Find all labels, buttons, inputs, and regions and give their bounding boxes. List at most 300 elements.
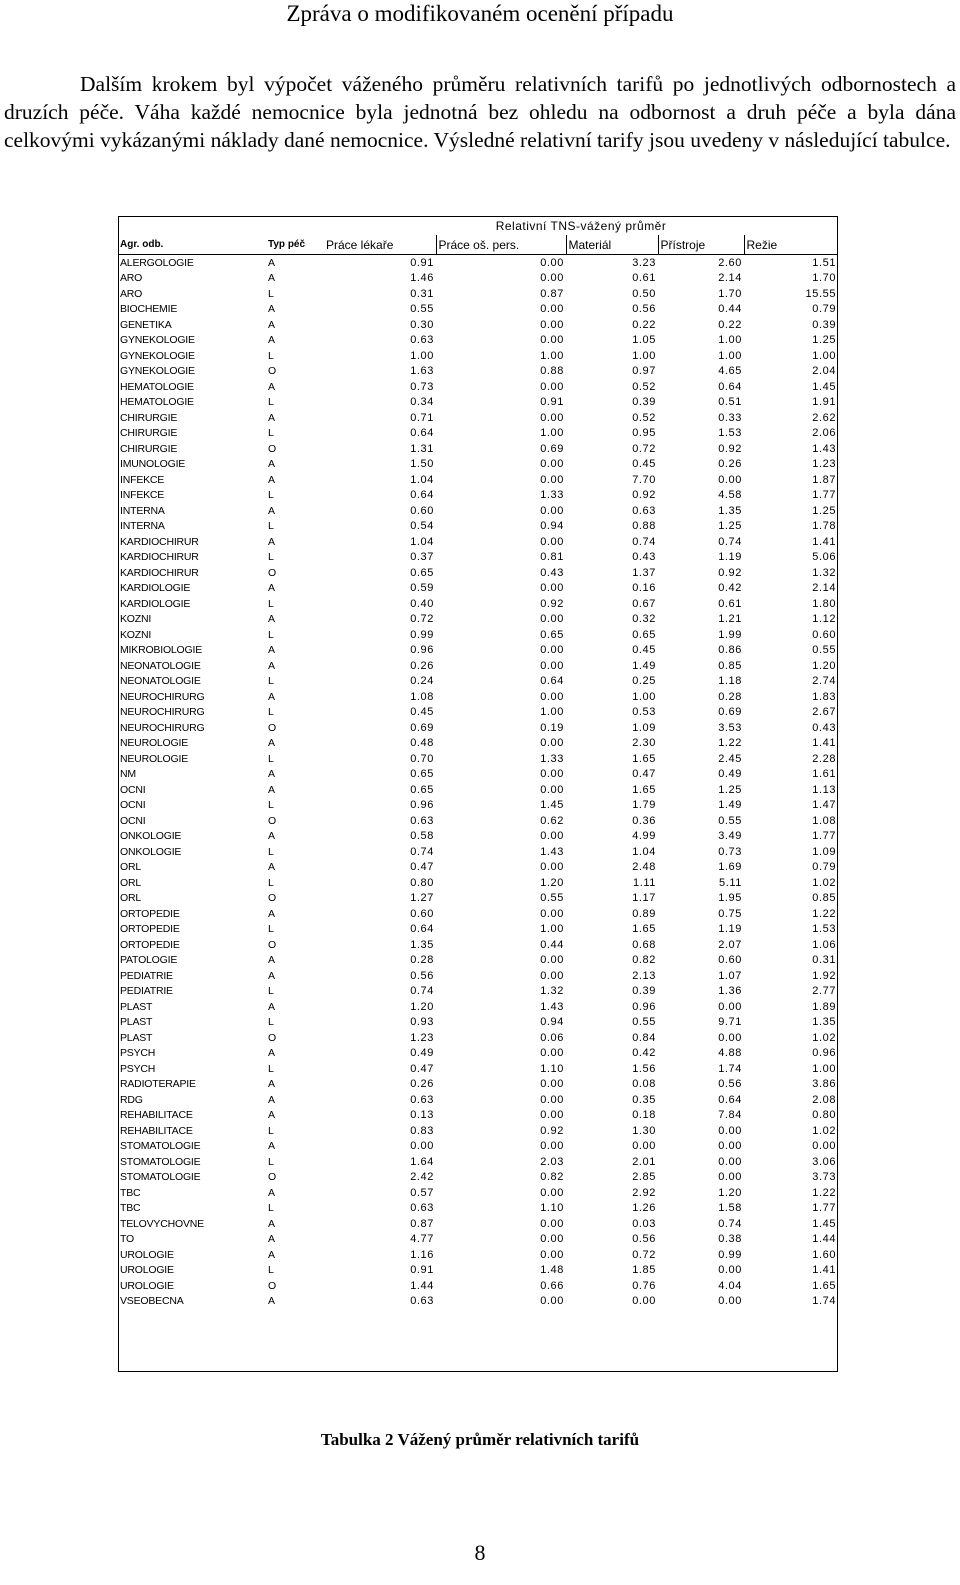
table-row xyxy=(118,410,838,426)
cell-physician-work: 0.28 xyxy=(410,954,434,967)
table-row xyxy=(118,736,838,752)
cell-physician-work: 1.63 xyxy=(410,365,434,378)
cell-overhead: 1.51 xyxy=(812,256,837,269)
cell-material: 0.68 xyxy=(632,938,656,951)
cell-specialty: TELOVYCHOVNE xyxy=(120,1217,204,1230)
cell-physician-work: 0.57 xyxy=(410,1186,434,1199)
cell-physician-work: 0.60 xyxy=(410,504,434,517)
cell-care-type: A xyxy=(268,582,275,595)
cell-care-type: L xyxy=(268,1264,274,1277)
cell-care-type: L xyxy=(268,876,274,889)
cell-specialty: ORL xyxy=(120,892,141,905)
cell-material: 0.50 xyxy=(632,287,656,300)
cell-care-type: L xyxy=(268,287,274,300)
cell-material: 1.00 xyxy=(632,349,656,362)
column-header-care-type: Typ péč xyxy=(266,235,324,255)
cell-material: 0.00 xyxy=(632,1140,656,1153)
cell-physician-work: 0.87 xyxy=(410,1217,434,1230)
cell-nursing-work: 0.00 xyxy=(540,861,564,874)
cell-specialty: TBC xyxy=(120,1186,141,1199)
cell-equipment: 0.73 xyxy=(718,845,742,858)
table-row xyxy=(118,643,838,659)
cell-equipment: 0.64 xyxy=(718,1093,742,1106)
cell-physician-work: 0.64 xyxy=(410,489,434,502)
cell-equipment: 1.22 xyxy=(718,737,742,750)
cell-material: 1.65 xyxy=(632,783,656,796)
cell-overhead: 1.44 xyxy=(812,1233,837,1246)
cell-overhead: 1.22 xyxy=(812,907,837,920)
cell-nursing-work: 0.00 xyxy=(540,954,564,967)
cell-nursing-work: 0.92 xyxy=(540,597,564,610)
table-row xyxy=(118,1015,838,1031)
cell-overhead: 3.73 xyxy=(812,1171,837,1184)
column-header-specialty: Agr. odb. xyxy=(118,235,266,255)
cell-nursing-work: 0.64 xyxy=(540,675,564,688)
cell-nursing-work: 0.00 xyxy=(540,1217,564,1230)
table-row xyxy=(118,720,838,736)
cell-care-type: L xyxy=(268,675,274,688)
cell-physician-work: 0.47 xyxy=(410,861,434,874)
cell-specialty: GYNEKOLOGIE xyxy=(120,334,195,347)
cell-material: 1.30 xyxy=(632,1124,656,1137)
cell-care-type: L xyxy=(268,1202,274,1215)
cell-overhead: 0.31 xyxy=(812,954,837,967)
cell-overhead: 1.12 xyxy=(812,613,837,626)
cell-specialty: PATOLOGIE xyxy=(120,954,178,967)
cell-overhead: 1.77 xyxy=(812,489,837,502)
cell-physician-work: 0.64 xyxy=(410,427,434,440)
cell-physician-work: 0.31 xyxy=(410,287,434,300)
cell-overhead: 1.00 xyxy=(812,349,837,362)
cell-equipment: 0.22 xyxy=(718,318,742,331)
cell-material: 1.56 xyxy=(632,1062,656,1075)
cell-physician-work: 0.71 xyxy=(410,411,434,424)
cell-equipment: 0.00 xyxy=(718,1000,742,1013)
table-row xyxy=(118,1278,838,1294)
cell-physician-work: 0.59 xyxy=(410,582,434,595)
table-row xyxy=(118,1201,838,1217)
cell-care-type: O xyxy=(268,721,276,734)
cell-nursing-work: 1.20 xyxy=(540,876,564,889)
cell-nursing-work: 0.00 xyxy=(540,768,564,781)
cell-nursing-work: 0.00 xyxy=(540,1109,564,1122)
cell-specialty: NEUROLOGIE xyxy=(120,752,189,765)
cell-equipment: 0.00 xyxy=(718,1295,742,1308)
cell-overhead: 1.60 xyxy=(812,1248,837,1261)
cell-overhead: 2.14 xyxy=(812,582,837,595)
cell-overhead: 3.06 xyxy=(812,1155,837,1168)
cell-material: 1.79 xyxy=(632,799,656,812)
cell-care-type: A xyxy=(268,969,275,982)
cell-nursing-work: 0.00 xyxy=(540,830,564,843)
cell-care-type: L xyxy=(268,1124,274,1137)
table-row xyxy=(118,441,838,457)
cell-care-type: O xyxy=(268,1031,276,1044)
table-row xyxy=(118,1154,838,1170)
cell-equipment: 0.92 xyxy=(718,566,742,579)
cell-physician-work: 0.37 xyxy=(410,551,434,564)
cell-specialty: GENETIKA xyxy=(120,318,172,331)
cell-overhead: 1.35 xyxy=(812,1016,837,1029)
table-row xyxy=(118,534,838,550)
cell-nursing-work: 1.10 xyxy=(540,1062,564,1075)
column-header-nursing-work: Práce oš. pers. xyxy=(436,235,566,255)
cell-specialty: NEUROLOGIE xyxy=(120,737,189,750)
cell-material: 0.36 xyxy=(632,814,656,827)
cell-nursing-work: 0.88 xyxy=(540,365,564,378)
cell-overhead: 1.41 xyxy=(812,535,837,548)
cell-specialty: NEUROCHIRURG xyxy=(120,721,205,734)
cell-equipment: 0.60 xyxy=(718,954,742,967)
cell-specialty: STOMATOLOGIE xyxy=(120,1171,201,1184)
cell-material: 0.56 xyxy=(632,1233,656,1246)
cell-care-type: L xyxy=(268,1016,274,1029)
cell-overhead: 0.39 xyxy=(812,318,837,331)
cell-nursing-work: 0.00 xyxy=(540,690,564,703)
cell-specialty: GYNEKOLOGIE xyxy=(120,365,195,378)
cell-specialty: ALERGOLOGIE xyxy=(120,256,194,269)
cell-care-type: A xyxy=(268,504,275,517)
cell-physician-work: 0.63 xyxy=(410,1202,434,1215)
cell-overhead: 1.02 xyxy=(812,1031,837,1044)
cell-physician-work: 0.91 xyxy=(410,256,434,269)
cell-equipment: 0.49 xyxy=(718,768,742,781)
cell-equipment: 4.65 xyxy=(718,365,742,378)
cell-physician-work: 0.63 xyxy=(410,1295,434,1308)
cell-care-type: A xyxy=(268,1109,275,1122)
cell-physician-work: 1.16 xyxy=(410,1248,434,1261)
table-row xyxy=(118,1061,838,1077)
cell-material: 0.45 xyxy=(632,644,656,657)
cell-care-type: A xyxy=(268,1078,275,1091)
cell-care-type: L xyxy=(268,551,274,564)
cell-physician-work: 1.08 xyxy=(410,690,434,703)
cell-overhead: 1.20 xyxy=(812,659,837,672)
cell-equipment: 0.56 xyxy=(718,1078,742,1091)
cell-nursing-work: 0.00 xyxy=(540,1248,564,1261)
cell-specialty: REHABILITACE xyxy=(120,1124,193,1137)
relative-tariffs-table xyxy=(118,216,838,1309)
table-row xyxy=(118,1046,838,1062)
cell-care-type: A xyxy=(268,1233,275,1246)
cell-overhead: 1.00 xyxy=(812,1062,837,1075)
cell-equipment: 0.69 xyxy=(718,706,742,719)
table-row xyxy=(118,565,838,581)
cell-nursing-work: 0.00 xyxy=(540,644,564,657)
table-row xyxy=(118,1092,838,1108)
cell-care-type: L xyxy=(268,349,274,362)
cell-overhead: 0.55 xyxy=(812,644,837,657)
cell-nursing-work: 0.00 xyxy=(540,659,564,672)
page-number: 8 xyxy=(474,1540,486,1565)
cell-material: 0.08 xyxy=(632,1078,656,1091)
table-row xyxy=(118,1216,838,1232)
table-row xyxy=(118,922,838,938)
cell-care-type: A xyxy=(268,303,275,316)
cell-material: 0.43 xyxy=(632,551,656,564)
cell-material: 1.05 xyxy=(632,334,656,347)
cell-specialty: PEDIATRIE xyxy=(120,969,173,982)
cell-care-type: A xyxy=(268,783,275,796)
cell-specialty: INFEKCE xyxy=(120,473,165,486)
table-row xyxy=(118,1294,838,1310)
cell-specialty: ARO xyxy=(120,272,143,285)
cell-material: 0.35 xyxy=(632,1093,656,1106)
cell-nursing-work: 1.43 xyxy=(540,845,564,858)
cell-overhead: 1.87 xyxy=(812,473,837,486)
cell-care-type: L xyxy=(268,845,274,858)
cell-material: 0.39 xyxy=(632,396,656,409)
cell-overhead: 0.79 xyxy=(812,303,837,316)
cell-overhead: 1.09 xyxy=(812,845,837,858)
cell-nursing-work: 0.65 xyxy=(540,628,564,641)
cell-specialty: IMUNOLOGIE xyxy=(120,458,186,471)
cell-overhead: 1.61 xyxy=(812,768,837,781)
cell-physician-work: 0.56 xyxy=(410,969,434,982)
table-row xyxy=(118,1247,838,1263)
cell-nursing-work: 1.00 xyxy=(540,427,564,440)
cell-nursing-work: 0.00 xyxy=(540,256,564,269)
cell-nursing-work: 0.43 xyxy=(540,566,564,579)
cell-physician-work: 0.80 xyxy=(410,876,434,889)
cell-nursing-work: 0.19 xyxy=(540,721,564,734)
cell-care-type: O xyxy=(268,365,276,378)
cell-overhead: 0.85 xyxy=(812,892,837,905)
cell-care-type: O xyxy=(268,1171,276,1184)
cell-specialty: ORTOPEDIE xyxy=(120,923,180,936)
cell-nursing-work: 0.06 xyxy=(540,1031,564,1044)
table-row xyxy=(118,860,838,876)
cell-material: 0.74 xyxy=(632,535,656,548)
cell-nursing-work: 0.00 xyxy=(540,907,564,920)
cell-nursing-work: 0.69 xyxy=(540,442,564,455)
cell-equipment: 3.49 xyxy=(718,830,742,843)
table-row xyxy=(118,1185,838,1201)
cell-material: 0.39 xyxy=(632,985,656,998)
cell-nursing-work: 0.55 xyxy=(540,892,564,905)
cell-overhead: 1.13 xyxy=(812,783,837,796)
cell-equipment: 1.00 xyxy=(718,349,742,362)
cell-physician-work: 0.54 xyxy=(410,520,434,533)
cell-equipment: 1.36 xyxy=(718,985,742,998)
table-row xyxy=(118,488,838,504)
cell-overhead: 1.74 xyxy=(812,1295,837,1308)
cell-specialty: UROLOGIE xyxy=(120,1264,174,1277)
cell-care-type: A xyxy=(268,690,275,703)
cell-specialty: PLAST xyxy=(120,1000,153,1013)
cell-specialty: GYNEKOLOGIE xyxy=(120,349,195,362)
cell-care-type: A xyxy=(268,1000,275,1013)
cell-specialty: STOMATOLOGIE xyxy=(120,1140,201,1153)
cell-material: 1.37 xyxy=(632,566,656,579)
cell-care-type: L xyxy=(268,985,274,998)
cell-physician-work: 0.65 xyxy=(410,783,434,796)
cell-overhead: 1.45 xyxy=(812,1217,837,1230)
cell-specialty: PSYCH xyxy=(120,1047,156,1060)
cell-equipment: 0.38 xyxy=(718,1233,742,1246)
cell-specialty: CHIRURGIE xyxy=(120,442,178,455)
cell-physician-work: 1.04 xyxy=(410,535,434,548)
cell-overhead: 2.04 xyxy=(812,365,837,378)
cell-care-type: A xyxy=(268,659,275,672)
cell-physician-work: 0.55 xyxy=(410,303,434,316)
cell-overhead: 1.47 xyxy=(812,799,837,812)
table-row xyxy=(118,379,838,395)
cell-physician-work: 0.72 xyxy=(410,613,434,626)
table-caption: Tabulka 2 Vážený průměr relativních tarifů xyxy=(320,1430,640,1449)
cell-overhead: 1.80 xyxy=(812,597,837,610)
cell-nursing-work: 1.00 xyxy=(540,706,564,719)
cell-material: 0.56 xyxy=(632,303,656,316)
cell-overhead: 1.83 xyxy=(812,690,837,703)
cell-equipment: 7.84 xyxy=(718,1109,742,1122)
cell-physician-work: 1.44 xyxy=(410,1279,434,1292)
cell-specialty: KOZNI xyxy=(120,613,152,626)
cell-nursing-work: 1.33 xyxy=(540,752,564,765)
table-row xyxy=(118,937,838,953)
cell-nursing-work: 0.00 xyxy=(540,473,564,486)
cell-overhead: 1.32 xyxy=(812,566,837,579)
table-row xyxy=(118,798,838,814)
cell-physician-work: 0.13 xyxy=(410,1109,434,1122)
cell-material: 0.18 xyxy=(632,1109,656,1122)
cell-overhead: 1.45 xyxy=(812,380,837,393)
cell-specialty: ONKOLOGIE xyxy=(120,845,182,858)
cell-equipment: 1.19 xyxy=(718,551,742,564)
column-header-overhead: Režie xyxy=(744,235,838,255)
cell-material: 0.03 xyxy=(632,1217,656,1230)
cell-equipment: 1.53 xyxy=(718,427,742,440)
cell-care-type: L xyxy=(268,628,274,641)
cell-nursing-work: 1.33 xyxy=(540,489,564,502)
cell-material: 0.92 xyxy=(632,489,656,502)
cell-specialty: MIKROBIOLOGIE xyxy=(120,644,202,657)
cell-equipment: 1.07 xyxy=(718,969,742,982)
cell-specialty: OCNI xyxy=(120,783,146,796)
cell-overhead: 1.77 xyxy=(812,830,837,843)
cell-equipment: 5.11 xyxy=(719,876,742,889)
cell-specialty: STOMATOLOGIE xyxy=(120,1155,201,1168)
table-row xyxy=(118,457,838,473)
cell-physician-work: 0.73 xyxy=(410,380,434,393)
cell-care-type: A xyxy=(268,256,275,269)
cell-equipment: 0.28 xyxy=(718,690,742,703)
table-row xyxy=(118,906,838,922)
cell-overhead: 3.86 xyxy=(812,1078,837,1091)
cell-care-type: A xyxy=(268,1217,275,1230)
cell-care-type: O xyxy=(268,892,276,905)
cell-material: 2.48 xyxy=(632,861,656,874)
cell-overhead: 2.08 xyxy=(812,1093,837,1106)
cell-specialty: UROLOGIE xyxy=(120,1279,174,1292)
cell-equipment: 1.19 xyxy=(718,923,742,936)
cell-equipment: 1.35 xyxy=(718,504,742,517)
cell-equipment: 1.18 xyxy=(718,675,742,688)
cell-specialty: NEUROCHIRURG xyxy=(120,706,205,719)
cell-nursing-work: 0.00 xyxy=(540,1186,564,1199)
cell-equipment: 1.58 xyxy=(718,1202,742,1215)
cell-material: 0.16 xyxy=(632,582,656,595)
cell-material: 1.17 xyxy=(632,892,656,905)
cell-physician-work: 0.93 xyxy=(410,1016,434,1029)
cell-physician-work: 0.96 xyxy=(410,644,434,657)
cell-nursing-work: 0.94 xyxy=(540,520,564,533)
cell-material: 1.65 xyxy=(632,923,656,936)
cell-material: 0.25 xyxy=(632,675,656,688)
column-header-material: Materiál xyxy=(566,235,658,255)
cell-nursing-work: 0.00 xyxy=(540,380,564,393)
cell-nursing-work: 1.00 xyxy=(540,923,564,936)
cell-overhead: 0.79 xyxy=(812,861,837,874)
cell-material: 1.11 xyxy=(633,876,656,889)
cell-nursing-work: 1.32 xyxy=(540,985,564,998)
cell-nursing-work: 0.87 xyxy=(540,287,564,300)
cell-equipment: 1.99 xyxy=(718,628,742,641)
cell-material: 0.72 xyxy=(632,442,656,455)
cell-care-type: O xyxy=(268,938,276,951)
cell-equipment: 0.64 xyxy=(718,380,742,393)
cell-physician-work: 0.63 xyxy=(410,814,434,827)
cell-overhead: 2.77 xyxy=(812,985,837,998)
column-header-physician-work: Práce lékaře xyxy=(324,235,436,255)
cell-nursing-work: 1.00 xyxy=(540,349,564,362)
table-row xyxy=(118,984,838,1000)
cell-overhead: 5.06 xyxy=(812,551,837,564)
cell-equipment: 0.75 xyxy=(718,907,742,920)
cell-nursing-work: 0.00 xyxy=(540,582,564,595)
page-header: Zpráva o modifikovaném ocenění případu xyxy=(286,1,674,26)
cell-physician-work: 4.77 xyxy=(410,1233,434,1246)
cell-physician-work: 0.00 xyxy=(410,1140,434,1153)
cell-overhead: 1.43 xyxy=(812,442,837,455)
cell-care-type: A xyxy=(268,1248,275,1261)
cell-nursing-work: 0.00 xyxy=(540,1093,564,1106)
cell-care-type: A xyxy=(268,1295,275,1308)
table-row xyxy=(118,1170,838,1186)
cell-physician-work: 0.99 xyxy=(410,628,434,641)
cell-physician-work: 0.64 xyxy=(410,923,434,936)
cell-material: 1.09 xyxy=(632,721,656,734)
cell-care-type: A xyxy=(268,473,275,486)
cell-specialty: ORL xyxy=(120,861,141,874)
cell-physician-work: 0.74 xyxy=(410,845,434,858)
table-row xyxy=(118,271,838,287)
cell-care-type: L xyxy=(268,597,274,610)
cell-equipment: 0.42 xyxy=(718,582,742,595)
cell-overhead: 0.96 xyxy=(812,1047,837,1060)
cell-nursing-work: 2.03 xyxy=(540,1155,564,1168)
table-row xyxy=(118,705,838,721)
cell-equipment: 0.26 xyxy=(718,458,742,471)
cell-care-type: L xyxy=(268,1062,274,1075)
table-row xyxy=(118,612,838,628)
cell-material: 1.04 xyxy=(632,845,656,858)
table-row xyxy=(118,891,838,907)
cell-care-type: L xyxy=(268,1155,274,1168)
cell-material: 1.85 xyxy=(632,1264,656,1277)
cell-nursing-work: 0.00 xyxy=(540,1078,564,1091)
table-row xyxy=(118,813,838,829)
cell-material: 0.45 xyxy=(632,458,656,471)
cell-material: 3.23 xyxy=(632,256,656,269)
table-row xyxy=(118,689,838,705)
cell-specialty: HEMATOLOGIE xyxy=(120,380,194,393)
cell-care-type: A xyxy=(268,380,275,393)
cell-specialty: BIOCHEMIE xyxy=(120,303,178,316)
cell-physician-work: 1.00 xyxy=(410,349,434,362)
cell-equipment: 1.74 xyxy=(718,1062,742,1075)
cell-equipment: 3.53 xyxy=(718,721,742,734)
